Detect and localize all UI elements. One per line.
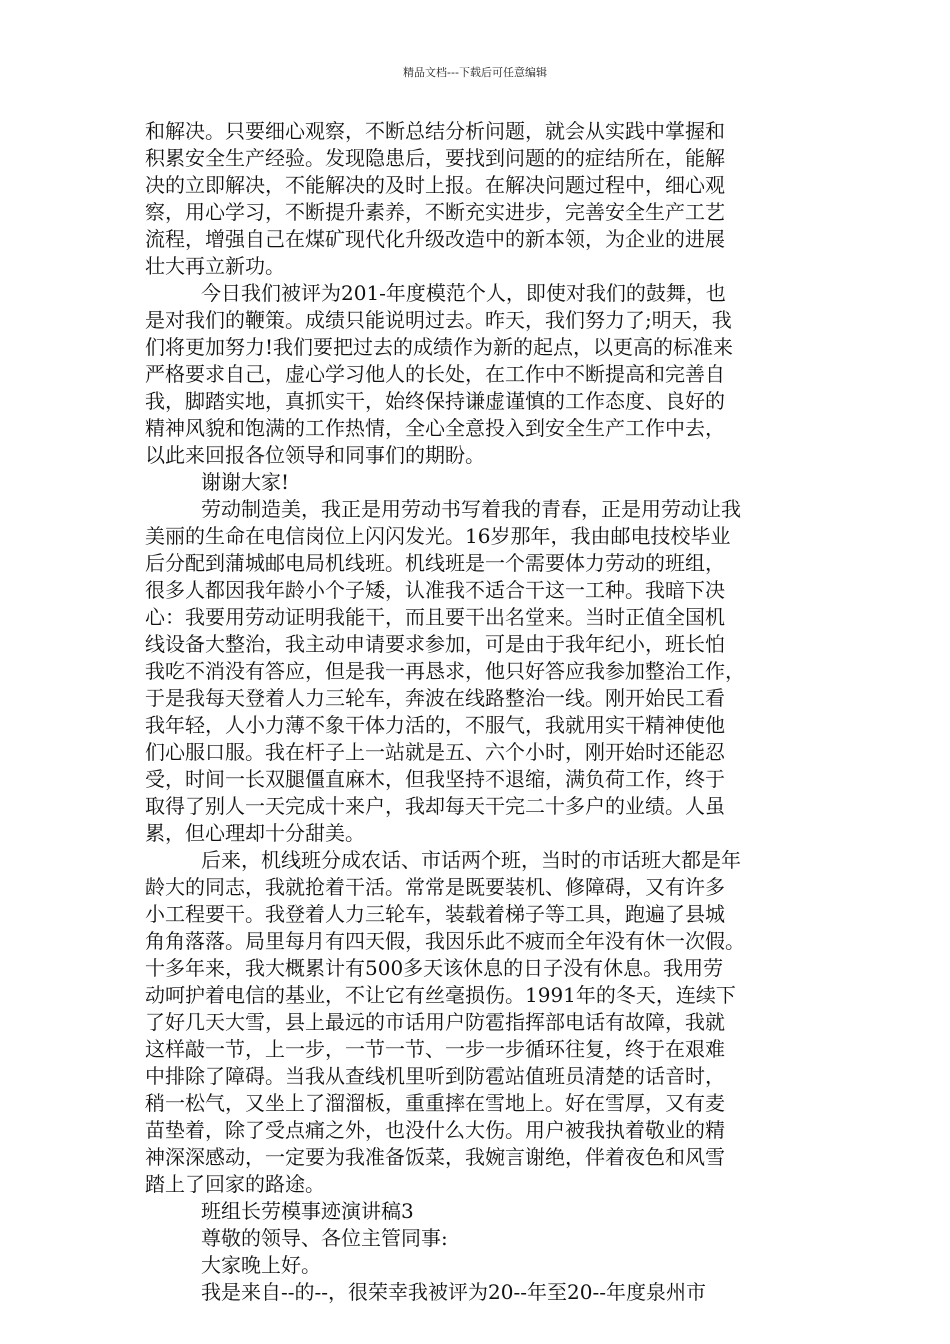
text-line: 班组长劳模事迹演讲稿3 (201, 1199, 414, 1223)
paragraph (145, 469, 805, 496)
text-line: 们将更加努力!我们要把过去的成绩作为新的起点，以更高的标准来 (145, 335, 734, 359)
text-line: 我年轻，人小力薄不象干体力活的，不服气，我就用实干精神使他 (145, 713, 725, 737)
text-line: 小工程要干。我登着人力三轮车，装载着梯子等工具，跑遍了县城 (145, 902, 725, 926)
text-line: 尊敬的领导、各位主管同事: (201, 1226, 448, 1250)
text-line: 十多年来，我大概累计有500多天该休息的日子没有休息。我用劳 (145, 956, 724, 980)
text-line: 很多人都因我年龄小个子矮，认准我不适合干这一工种。我暗下决 (145, 578, 725, 602)
text-line: 我，脚踏实地，真抓实干，始终保持谦虚谨慎的工作态度、良好的 (145, 389, 725, 413)
text-line: 美丽的生命在电信岗位上闪闪发光。16岁那年，我由邮电技校毕业 (145, 524, 731, 548)
paragraph (145, 1252, 805, 1279)
text-line: 神深深感动，一定要为我准备饭菜，我婉言谢绝，伴着夜色和风雪 (145, 1145, 725, 1169)
text-line: 累，但心理却十分甜美。 (145, 821, 365, 845)
paragraph (145, 118, 805, 280)
text-line: 决的立即解决，不能解决的及时上报。在解决问题过程中，细心观 (145, 173, 725, 197)
paragraph (145, 847, 805, 1198)
text-line: 察，用心学习，不断提升素养，不断充实进步，完善安全生产工艺 (145, 200, 725, 224)
text-line: 踏上了回家的路途。 (145, 1172, 325, 1196)
page-header: 精品文档---下载后可任意编辑 (403, 66, 547, 79)
document-body (145, 118, 805, 1306)
text-line: 和解决。只要细心观察，不断总结分析问题，就会从实践中掌握和 (145, 119, 725, 143)
text-line: 取得了别人一天完成十来户，我却每天干完二十多户的业绩。人虽 (145, 794, 725, 818)
text-line: 大家晚上好。 (201, 1253, 321, 1277)
text-line: 龄大的同志，我就抢着干活。常常是既要装机、修障碍，又有许多 (145, 875, 725, 899)
text-line: 角角落落。局里每月有四天假，我因乐此不疲而全年没有休一次假。 (145, 929, 745, 953)
text-line: 今日我们被评为201-年度模范个人，即使对我们的鼓舞，也 (201, 281, 726, 305)
text-line: 了好几天大雪，县上最远的市话用户防雹指挥部电话有故障，我就 (145, 1010, 725, 1034)
text-line: 后来，机线班分成农话、市话两个班，当时的市话班大都是年 (201, 848, 741, 872)
paragraph (145, 1225, 805, 1252)
text-line: 们心服口服。我在杆子上一站就是五、六个小时，刚开始时还能忍 (145, 740, 725, 764)
text-line: 中排除了障碍。当我从查线机里听到防雹站值班员清楚的话音时， (145, 1064, 725, 1088)
text-line: 流程，增强自己在煤矿现代化升级改造中的新本领，为企业的进展 (145, 227, 725, 251)
paragraph (145, 280, 805, 469)
paragraph (145, 1279, 805, 1306)
text-line: 劳动制造美，我正是用劳动书写着我的青春，正是用劳动让我 (201, 497, 741, 521)
text-line: 是对我们的鞭策。成绩只能说明过去。昨天，我们努力了;明天，我 (145, 308, 732, 332)
text-line: 我吃不消没有答应，但是我一再恳求，他只好答应我参加整治工作， (145, 659, 745, 683)
paragraph (145, 1198, 805, 1225)
text-line: 后分配到蒲城邮电局机线班。机线班是一个需要体力劳动的班组， (145, 551, 725, 575)
paragraph (145, 496, 805, 847)
text-line: 动呵护着电信的基业，不让它有丝毫损伤。1991年的冬天，连续下 (145, 983, 736, 1007)
text-line: 我是来自--的--，很荣幸我被评为20--年至20--年度泉州市 (201, 1280, 706, 1304)
text-line: 壮大再立新功。 (145, 254, 285, 278)
text-line: 谢谢大家! (201, 470, 290, 494)
text-line: 严格要求自己，虚心学习他人的长处，在工作中不断提高和完善自 (145, 362, 725, 386)
text-line: 苗垫着，除了受点痛之外，也没什么大伤。用户被我执着敬业的精 (145, 1118, 725, 1142)
text-line: 精神风貌和饱满的工作热情，全心全意投入到安全生产工作中去， (145, 416, 725, 440)
text-line: 积累安全生产经验。发现隐患后，要找到问题的的症结所在，能解 (145, 146, 725, 170)
text-line: 以此来回报各位领导和同事们的期盼。 (145, 443, 485, 467)
text-line: 这样敲一节，上一步，一节一节、一步一步循环往复，终于在艰难 (145, 1037, 725, 1061)
text-line: 心：我要用劳动证明我能干，而且要干出名堂来。当时正值全国机 (145, 605, 725, 629)
text-line: 线设备大整治，我主动申请要求参加，可是由于我年纪小，班长怕 (145, 632, 725, 656)
text-line: 受，时间一长双腿僵直麻木，但我坚持不退缩，满负荷工作，终于 (145, 767, 725, 791)
text-line: 稍一松气，又坐上了溜溜板，重重摔在雪地上。好在雪厚，又有麦 (145, 1091, 725, 1115)
text-line: 于是我每天登着人力三轮车，奔波在线路整治一线。刚开始民工看 (145, 686, 725, 710)
